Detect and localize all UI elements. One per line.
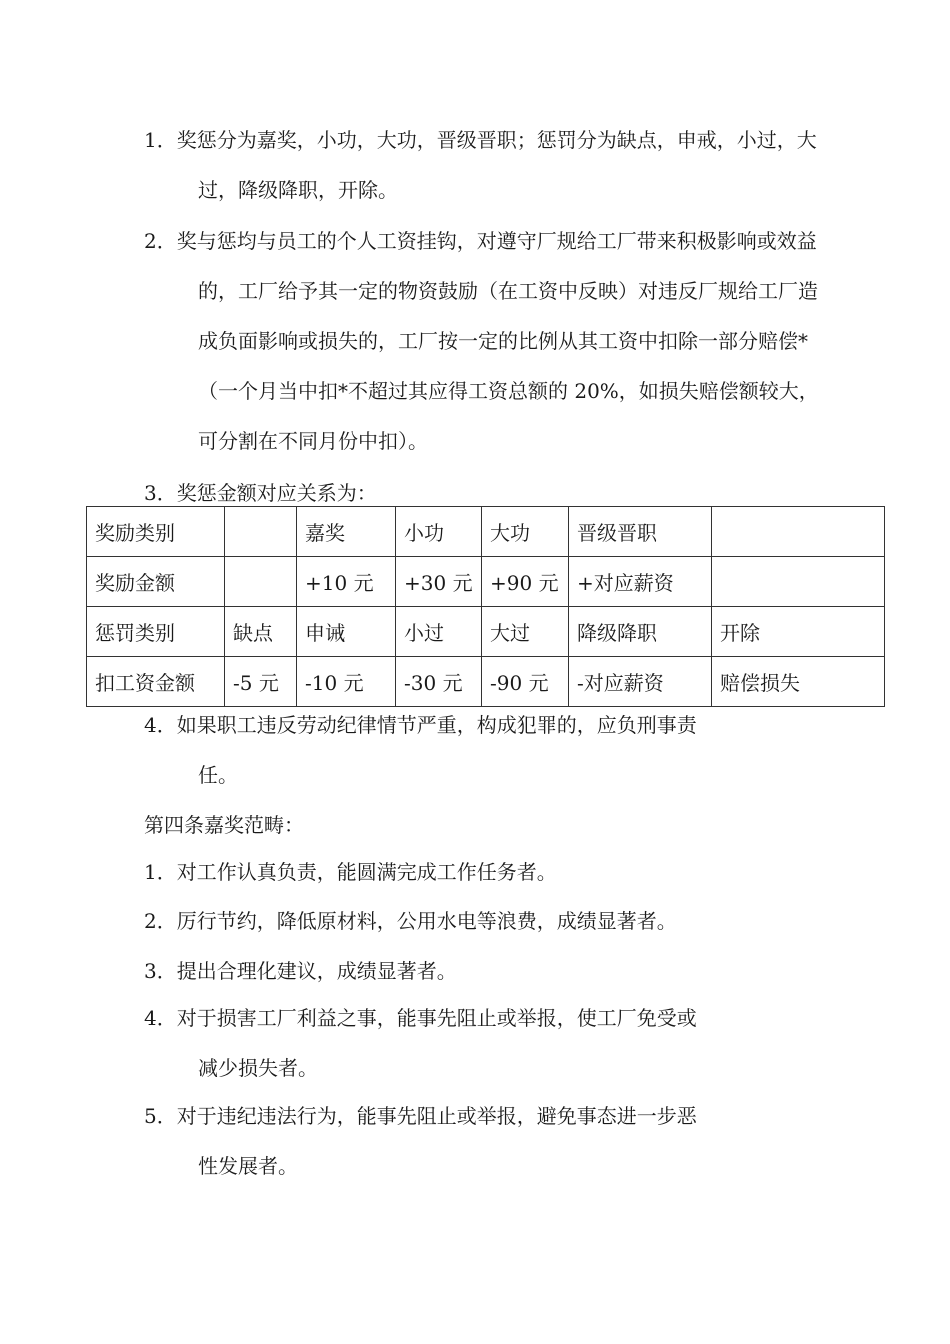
- award-item-5-line-2: 性发展者。: [198, 1154, 298, 1178]
- paragraph-2-line-2: 的，工厂给予其一定的物资鼓励（在工资中反映）对违反厂规给工厂造: [198, 279, 818, 303]
- table-cell: 赔偿损失: [712, 657, 885, 707]
- award-item-5-line-1: 5．对于违纪违法行为，能事先阻止或举报，避免事态进一步恶: [144, 1104, 697, 1128]
- article-4-title: 第四条嘉奖范畴：: [144, 813, 304, 837]
- table-cell: -5 元: [225, 657, 297, 707]
- table-cell: +90 元: [482, 557, 569, 607]
- paragraph-2-line-3: 成负面影响或损失的，工厂按一定的比例从其工资中扣除一部分赔偿*: [198, 329, 808, 353]
- paragraph-4-line-1: 4．如果职工违反劳动纪律情节严重，构成犯罪的，应负刑事责: [144, 713, 697, 737]
- table-cell: +对应薪资: [569, 557, 712, 607]
- paragraph-3: 3．奖惩金额对应关系为：: [144, 481, 377, 505]
- table-row: [87, 557, 885, 607]
- table-cell: 惩罚类别: [87, 607, 225, 657]
- table-cell: 扣工资金额: [87, 657, 225, 707]
- table-cell: 申诫: [297, 607, 396, 657]
- paragraph-1-line-2: 过，降级降职，开除。: [198, 178, 398, 202]
- table-cell: [712, 507, 885, 557]
- award-item-4-line-1: 4．对于损害工厂利益之事，能事先阻止或举报，使工厂免受或: [144, 1006, 697, 1030]
- table-cell: 小过: [396, 607, 482, 657]
- paragraph-4-line-2: 任。: [198, 763, 238, 787]
- table-cell: 奖励金额: [87, 557, 225, 607]
- reward-penalty-table: [86, 506, 885, 707]
- table-cell: 嘉奖: [297, 507, 396, 557]
- table-cell: +10 元: [297, 557, 396, 607]
- table-cell: 晋级晋职: [569, 507, 712, 557]
- table-cell: [712, 557, 885, 607]
- award-item-1: 1．对工作认真负责，能圆满完成工作任务者。: [144, 860, 557, 884]
- table-row: [87, 607, 885, 657]
- table-cell: 小功: [396, 507, 482, 557]
- table-cell: 降级降职: [569, 607, 712, 657]
- paragraph-2-line-5: 可分割在不同月份中扣）。: [198, 429, 428, 453]
- table-cell: 大过: [482, 607, 569, 657]
- paragraph-1-line-1: 1．奖惩分为嘉奖，小功，大功，晋级晋职；惩罚分为缺点，申戒，小过，大: [144, 128, 817, 152]
- table-cell: [225, 507, 297, 557]
- table-row: [87, 507, 885, 557]
- table-cell: 大功: [482, 507, 569, 557]
- table-cell: +30 元: [396, 557, 482, 607]
- paragraph-2-line-1: 2．奖与惩均与员工的个人工资挂钩，对遵守厂规给工厂带来积极影响或效益: [144, 229, 817, 253]
- table-cell: [225, 557, 297, 607]
- award-item-3: 3．提出合理化建议，成绩显著者。: [144, 959, 457, 983]
- table-cell: 奖励类别: [87, 507, 225, 557]
- paragraph-2-line-4: （一个月当中扣*不超过其应得工资总额的 20%，如损失赔偿额较大，: [198, 379, 819, 403]
- table-cell: -30 元: [396, 657, 482, 707]
- table-cell: -10 元: [297, 657, 396, 707]
- table-cell: -对应薪资: [569, 657, 712, 707]
- award-item-4-line-2: 减少损失者。: [198, 1056, 318, 1080]
- table-cell: -90 元: [482, 657, 569, 707]
- table-row: [87, 657, 885, 707]
- award-item-2: 2．厉行节约，降低原材料，公用水电等浪费，成绩显著者。: [144, 909, 677, 933]
- table-cell: 缺点: [225, 607, 297, 657]
- table-cell: 开除: [712, 607, 885, 657]
